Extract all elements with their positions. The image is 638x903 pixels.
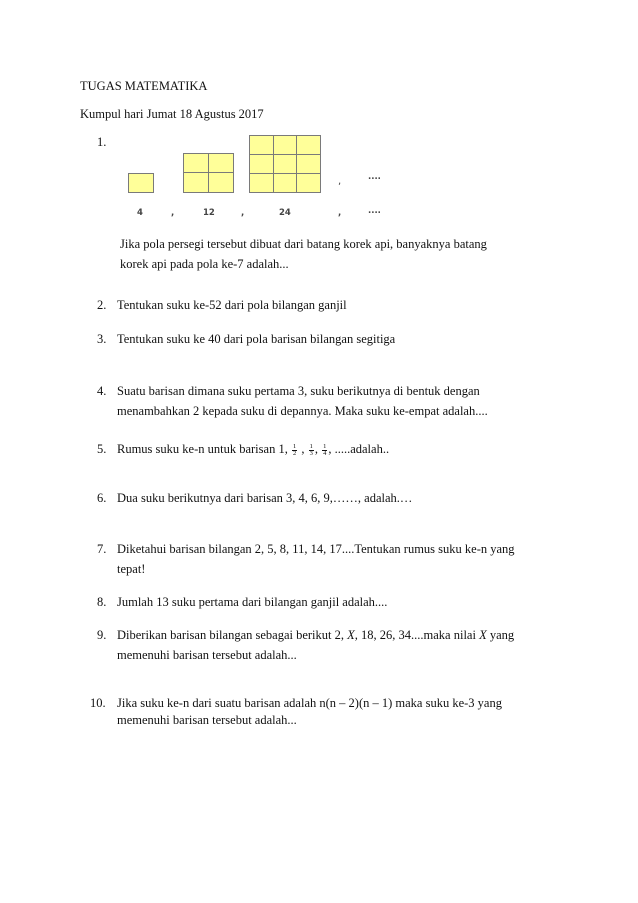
q5-prefix: Rumus suku ke-n untuk barisan 1, xyxy=(117,442,291,456)
pattern-3-square xyxy=(296,173,321,193)
q9-part3: yang xyxy=(486,628,515,642)
pattern-label-comma: , xyxy=(241,208,245,218)
pattern-row-dots: .... xyxy=(368,172,381,182)
q7-text-line1: Diketahui barisan bilangan 2, 5, 8, 11, 14, 17....Tentukan rumus suku ke-n yang xyxy=(117,542,515,556)
q5-suffix: , .....adalah.. xyxy=(328,442,390,456)
page-subtitle: Kumpul hari Jumat 18 Agustus 2017 xyxy=(80,107,264,121)
pattern-3-square xyxy=(273,173,297,193)
pattern-label: 24 xyxy=(279,208,291,218)
pattern-2-square xyxy=(208,172,234,193)
q4-text-line2: menambahkan 2 kepada suku di depannya. Maka suku ke-empat adalah.... xyxy=(117,404,488,418)
pattern-3-square xyxy=(296,135,321,155)
pattern-2-square xyxy=(208,153,234,173)
q10-text-line1: Jika suku ke-n dari suatu barisan adalah n(n – 2)(n – 1) maka suku ke-3 yang xyxy=(117,696,502,710)
pattern-3-square xyxy=(296,154,321,174)
pattern-1-square xyxy=(128,173,154,193)
q3-text: Tentukan suku ke 40 dari pola barisan bilangan segitiga xyxy=(117,332,396,346)
q5-fraction-den: 3 xyxy=(309,449,313,457)
q1-text-line1: Jika pola persegi tersebut dibuat dari batang korek api, banyaknya batang xyxy=(120,237,487,251)
q1-text-line2: korek api pada pola ke-7 adalah... xyxy=(120,257,289,271)
q9-variable: X, xyxy=(347,628,358,642)
q5-separator: , xyxy=(314,442,322,456)
pattern-label: 12 xyxy=(203,208,215,218)
q9-part2: 18, 26, 34....maka nilai xyxy=(357,628,480,642)
pattern-3-square xyxy=(273,135,297,155)
q4-text-line1: Suatu barisan dimana suku pertama 3, suku berikutnya di bentuk dengan xyxy=(117,384,480,398)
pattern-label-comma: , xyxy=(171,208,175,218)
q2-text: Tentukan suku ke-52 dari pola bilangan ganjil xyxy=(117,298,347,312)
q10-number: 10. xyxy=(90,696,106,710)
pattern-label-comma: , xyxy=(338,208,342,218)
q7-text-line2: tepat! xyxy=(117,562,146,576)
pattern-3-square xyxy=(249,135,274,155)
q7-number: 7. xyxy=(97,542,107,556)
page-title: TUGAS MATEMATIKA xyxy=(80,79,208,93)
q8-number: 8. xyxy=(97,595,107,609)
q5-fraction-num: 1 xyxy=(309,442,313,450)
q5-fraction-den: 4 xyxy=(323,449,327,457)
pattern-row-comma: , xyxy=(338,176,342,187)
q5-fraction xyxy=(322,444,327,457)
pattern-3-square xyxy=(249,154,274,174)
pattern-label: .... xyxy=(368,206,381,216)
q5-fraction-num: 1 xyxy=(292,442,297,450)
q9-number: 9. xyxy=(97,628,107,642)
q5-fraction xyxy=(292,444,297,457)
pattern-3-square xyxy=(249,173,274,193)
pattern-3-square xyxy=(273,154,297,174)
pattern-label: 4 xyxy=(137,208,143,218)
q9-text-line2: memenuhi barisan tersebut adalah... xyxy=(117,648,297,662)
q4-number: 4. xyxy=(97,384,107,398)
q6-number: 6. xyxy=(97,491,107,505)
pattern-2-square xyxy=(183,153,209,173)
q8-text: Jumlah 13 suku pertama dari bilangan ganjil adalah.... xyxy=(117,595,388,609)
q3-number: 3. xyxy=(97,332,107,346)
pattern-2-square xyxy=(183,172,209,193)
q9-part1: Diberikan barisan bilangan sebagai berikut 2, xyxy=(117,628,348,642)
q2-number: 2. xyxy=(97,298,107,312)
q5-fraction-num: 1 xyxy=(323,442,327,450)
q9-text-line1 xyxy=(117,627,514,643)
q9-variable: X xyxy=(479,628,487,642)
q10-text-line2: memenuhi barisan tersebut adalah... xyxy=(117,713,297,727)
q5-separator: , xyxy=(298,442,308,456)
q5-text xyxy=(117,441,389,457)
q1-number: 1. xyxy=(97,135,107,149)
q5-number: 5. xyxy=(97,442,107,456)
q5-fraction xyxy=(309,444,314,457)
q6-text: Dua suku berikutnya dari barisan 3, 4, 6, 9,……, adalah.… xyxy=(117,491,413,505)
q5-fraction-den: 2 xyxy=(292,449,297,457)
